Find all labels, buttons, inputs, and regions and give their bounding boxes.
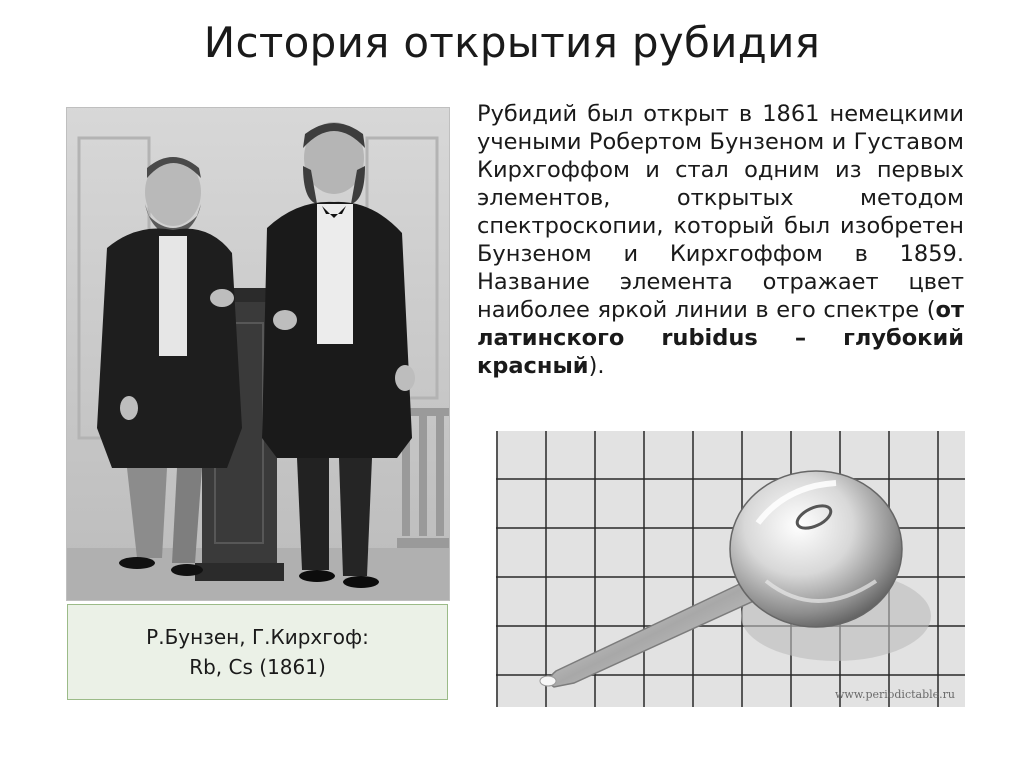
photo-caption bbox=[67, 604, 448, 700]
rubidium-ampoule-photo bbox=[496, 431, 965, 707]
source-watermark: www.periodictable.ru bbox=[835, 688, 955, 701]
caption-elements: Rb, Cs (1861) bbox=[189, 655, 326, 679]
portrait-illustration bbox=[67, 108, 449, 600]
ampoule-illustration bbox=[496, 431, 965, 707]
portrait-photo bbox=[66, 107, 450, 601]
caption-names: Р.Бунзен, Г.Кирхгоф: bbox=[146, 625, 369, 649]
paragraph-end: ). bbox=[588, 353, 605, 379]
slide-title: История открытия рубидия bbox=[203, 18, 821, 67]
paragraph-text: Рубидий был открыт в 1861 немецкими учеными Робертом Бунзеном и Густавом Кирхгоффом и стал одним из первых элементов, открытых методом спектроскопии, который был изобретен Бунзеном и Кирхгоффом в 1859. Название элемента отражает цвет наиболее яркой линии в его спектре ( bbox=[477, 101, 964, 323]
history-paragraph bbox=[477, 100, 964, 380]
paragraph-bold-etymology: от латинского rubidus – глубокий красный bbox=[477, 297, 964, 379]
